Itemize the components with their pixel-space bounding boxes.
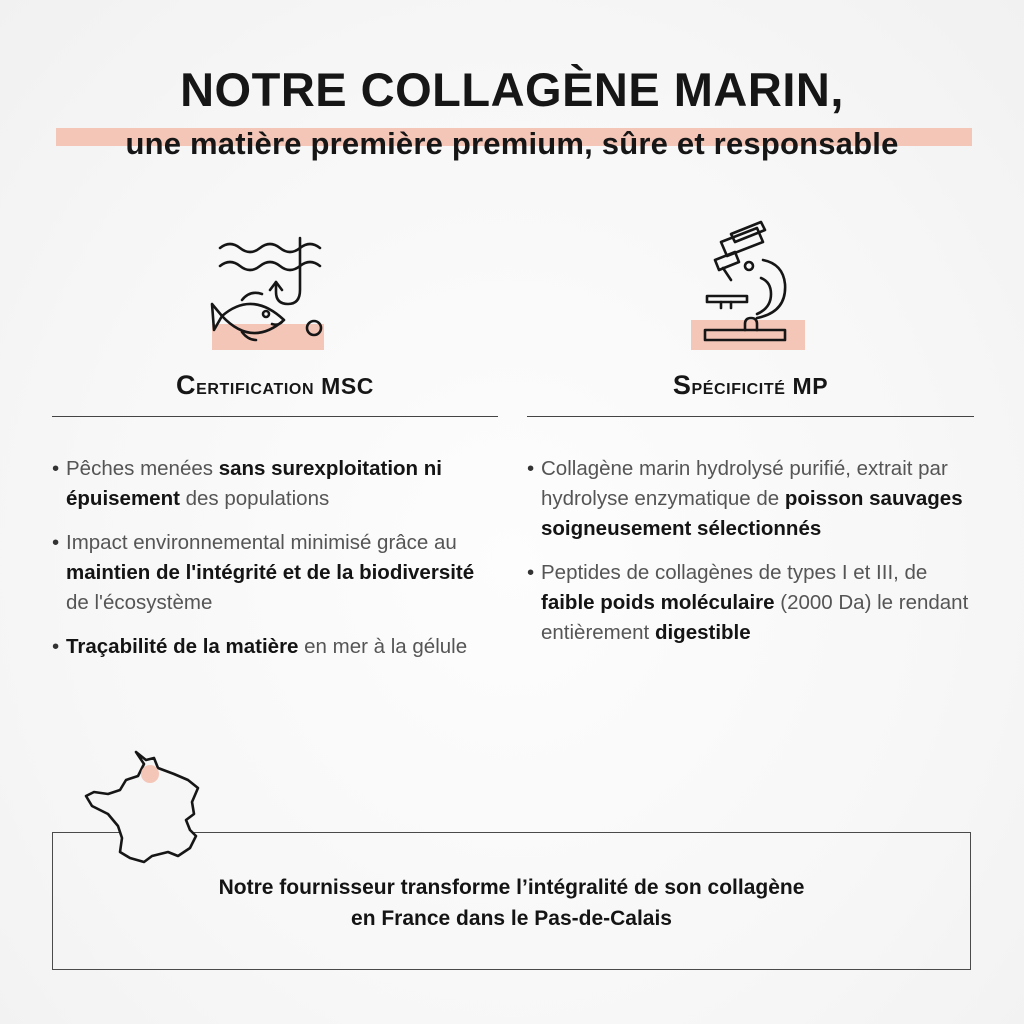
mp-column [527,220,974,644]
france-map-icon [78,748,202,868]
microscope-icon [685,220,825,360]
bullet-text: Peptides de collagènes de types I et III, de [541,561,928,584]
bullet-text: (2000 Da) le rendant entièrement [541,591,969,644]
bullet-emphasis: poisson sauvages soigneusement sélectionnés [541,487,963,540]
bullet-text: des populations [179,487,330,510]
left_column-bullet-item [52,528,498,618]
supplier-text-line2: en France dans le Pas-de-Calais [351,907,672,930]
msc-divider [52,416,498,417]
page-subtitle: une matière première premium, sûre et responsable [125,126,899,161]
msc-icon-box [52,220,498,360]
subtitle-wrap [0,126,1024,162]
mp-divider [527,416,974,417]
mp-heading-initial: S [672,370,692,400]
supplier-text-line1: Notre fournisseur transforme l’intégralité de son collagène [218,876,805,899]
mp-heading-rest: pécificité MP [691,373,829,399]
bullet-text: en mer à la gélule [298,635,468,658]
bullet-text: Collagène marin hydrolysé purifié, extrait par hydrolyse enzymatique de [541,457,948,510]
page-title: NOTRE COLLAGÈNE MARIN, [180,63,844,116]
left_column-bullet-item [52,632,498,662]
bullet-text: Impact environnemental minimisé grâce au [66,531,457,554]
pas-de-calais-marker [141,765,159,783]
fishing-hook-fish-icon [202,228,342,368]
msc-heading-initial: C [175,370,197,400]
msc-heading-rest: ertification MSC [196,373,374,399]
left_column-bullet-item [52,454,498,514]
msc-column [52,220,498,658]
right_column-bullet-item [527,454,974,544]
msc-heading [52,370,498,401]
mp-heading [527,370,974,401]
msc-bullet-list [52,454,498,676]
bullet-emphasis: maintien de l'intégrité et de la biodiversité [66,561,475,584]
bullet-emphasis: sans surexploitation ni épuisement [66,457,442,510]
bullet-emphasis: faible poids moléculaire [541,591,775,614]
right_column-bullet-item [527,558,974,648]
bullet-emphasis: Traçabilité de la matière [66,635,299,658]
supplier-text [52,872,971,934]
mp-icon-box [527,220,974,360]
bullet-text: Pêches menées [66,457,219,480]
bullet-emphasis: digestible [654,621,751,644]
bullet-text: de l'écosystème [66,591,213,614]
mp-bullet-list [527,454,974,662]
